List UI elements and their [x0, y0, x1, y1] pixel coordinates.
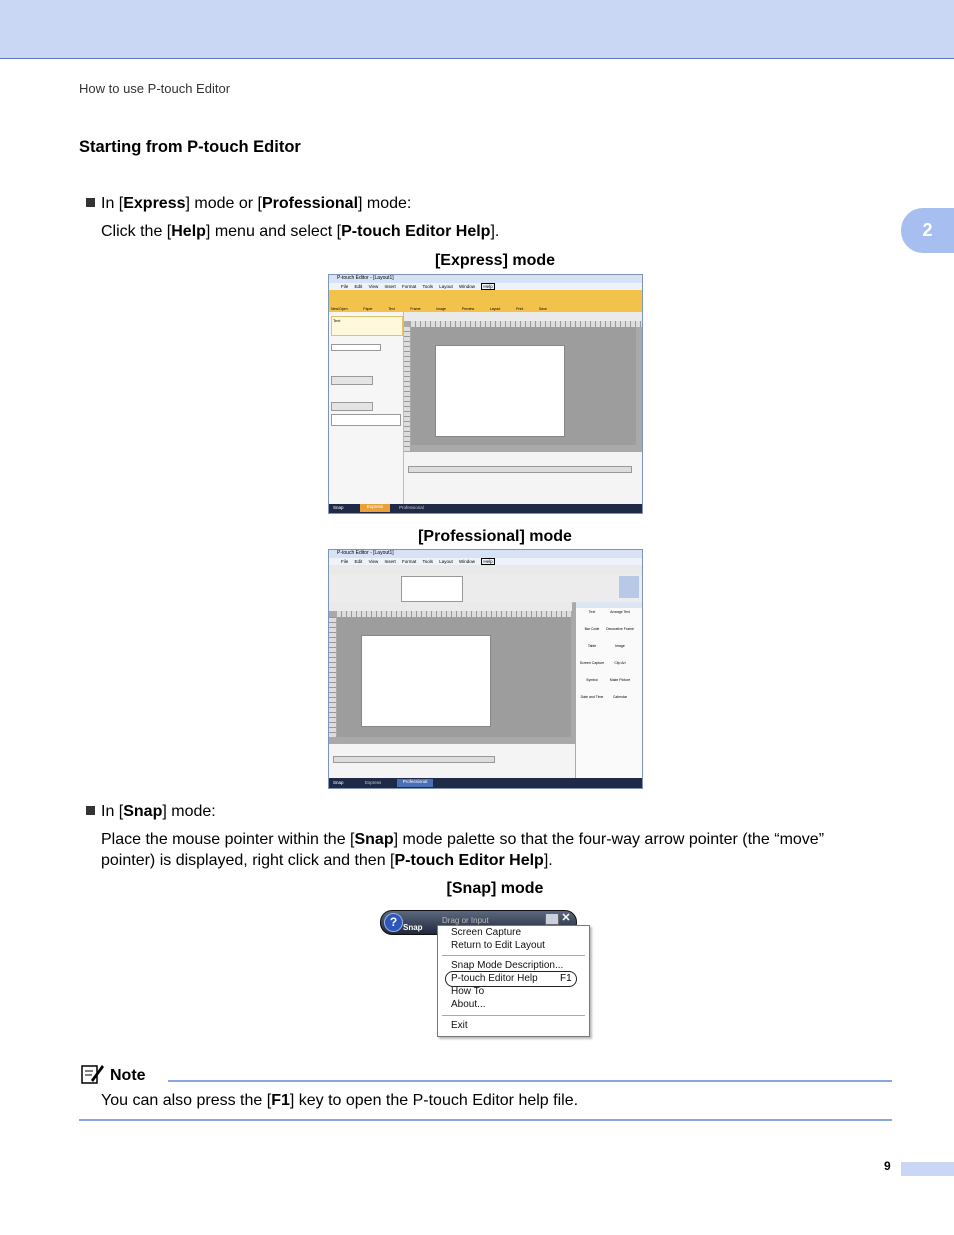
- menu-view[interactable]: View: [368, 284, 379, 289]
- tool-new-open[interactable]: New/Open: [331, 307, 348, 311]
- text-run: In [: [101, 803, 124, 820]
- editor-help-term: P-touch Editor Help: [341, 223, 491, 240]
- text-run: pointer) is displayed, right click and then [: [101, 852, 395, 869]
- drawing-toolbar: [404, 312, 642, 321]
- status-bar: [329, 504, 642, 513]
- text-run: ] mode or [: [185, 195, 262, 212]
- window-title: P-touch Editor - [Layout1]: [337, 550, 394, 556]
- note-text: [101, 1090, 578, 1111]
- menu-screen-capture[interactable]: Screen Capture: [451, 927, 522, 938]
- label-paper[interactable]: [435, 345, 565, 437]
- panel-heading: Text: [331, 316, 403, 336]
- insert-bar-code[interactable]: Bar Code: [584, 627, 600, 631]
- snap-term: Snap: [123, 803, 163, 820]
- menu-edit[interactable]: Edit: [354, 559, 363, 564]
- tab-snap[interactable]: Snap: [333, 780, 344, 785]
- title-bar: [329, 550, 642, 558]
- professional-term: Professional: [261, 195, 359, 212]
- insert-text[interactable]: Text: [588, 610, 596, 614]
- properties-panel: [329, 312, 404, 504]
- page-band: [901, 1162, 954, 1176]
- snap-window-icon[interactable]: [545, 913, 559, 925]
- menu-insert[interactable]: Insert: [384, 559, 396, 564]
- text-run: Click the [: [101, 223, 172, 240]
- tool-frame[interactable]: Frame: [410, 307, 421, 311]
- caption-snap: [Snap] mode: [446, 880, 544, 897]
- drawing-toolbar: [329, 602, 572, 611]
- express-toolbar: [329, 290, 642, 312]
- status-bar: [329, 778, 642, 788]
- express-term: Express: [123, 195, 186, 212]
- menu-help[interactable]: Help: [483, 559, 493, 564]
- help-term: Help: [171, 223, 206, 240]
- tab-professional[interactable]: Professional: [399, 505, 424, 510]
- menu-separator: [442, 1015, 585, 1016]
- menu-snap-description[interactable]: Snap Mode Description...: [451, 960, 564, 971]
- caption-express: [Express] mode: [434, 252, 556, 269]
- database-columns: [408, 466, 632, 473]
- standard-toolbar: [329, 565, 642, 574]
- title-bar: [329, 275, 642, 283]
- snap-context-menu: [437, 925, 590, 1037]
- menu-tools[interactable]: Tools: [422, 559, 433, 564]
- bullet-square: [86, 198, 95, 207]
- insert-clip-art[interactable]: Clip Art: [614, 661, 626, 665]
- menu-window[interactable]: Window: [459, 559, 476, 564]
- menu-format[interactable]: Format: [402, 559, 417, 564]
- text-run: ] mode:: [358, 195, 412, 212]
- layout-canvas[interactable]: [411, 327, 636, 445]
- menu-file[interactable]: File: [341, 284, 349, 289]
- text-run: You can also press the [: [101, 1092, 272, 1109]
- label-paper[interactable]: [361, 635, 491, 727]
- tool-print[interactable]: Print: [516, 307, 524, 311]
- menu-separator: [442, 955, 585, 956]
- menu-file[interactable]: File: [341, 559, 349, 564]
- close-icon[interactable]: ✕: [561, 912, 571, 924]
- text-run: ] mode palette so that the four-way arrow pointer (the “move”: [393, 831, 825, 848]
- insert-decorative-frame[interactable]: Decorative Frame: [606, 627, 634, 631]
- menu-help[interactable]: Help: [483, 284, 493, 289]
- f1-term: F1: [271, 1092, 290, 1109]
- insert-pane-header: [576, 602, 643, 608]
- tool-text[interactable]: Text: [388, 307, 395, 311]
- insert-table[interactable]: Table: [587, 644, 597, 648]
- vertical-ruler: [404, 327, 410, 451]
- snap-help-icon[interactable]: ?: [384, 913, 403, 932]
- layout-canvas[interactable]: [337, 617, 571, 737]
- snap-label: Snap: [403, 923, 423, 932]
- bullet-square: [86, 806, 95, 815]
- menu-bar: [329, 558, 642, 565]
- professional-screenshot: [328, 549, 643, 789]
- page-number: 9: [884, 1159, 891, 1173]
- chapter-tab: 2: [901, 208, 954, 253]
- insert-date-time[interactable]: Date and Time: [580, 695, 604, 699]
- section-title: Starting from P-touch Editor: [79, 138, 301, 156]
- frame-select[interactable]: [331, 414, 401, 426]
- bullet1-instruction: [101, 221, 499, 242]
- menu-items: [341, 559, 495, 564]
- position-buttons[interactable]: [331, 402, 373, 411]
- menu-insert[interactable]: Insert: [384, 284, 396, 289]
- note-label: Note: [110, 1067, 146, 1084]
- menu-layout[interactable]: Layout: [439, 284, 453, 289]
- bullet1-text: [101, 193, 411, 214]
- text-run: ] key to open the P-touch Editor help file.: [289, 1092, 579, 1109]
- menu-items: [341, 284, 495, 289]
- toolbar-labels: [331, 307, 547, 311]
- insert-image[interactable]: Image: [615, 644, 625, 648]
- express-screenshot: [328, 274, 643, 514]
- database-columns: [333, 756, 495, 763]
- tool-preview[interactable]: Preview: [461, 307, 475, 311]
- menu-shortcut-f1: F1: [560, 973, 572, 984]
- vertical-ruler: [329, 617, 336, 737]
- insert-arrange-text[interactable]: Arrange Text: [610, 610, 630, 614]
- text-run: In [: [101, 195, 124, 212]
- running-header: How to use P-touch Editor: [79, 81, 231, 96]
- tab-professional[interactable]: Professional: [397, 779, 433, 787]
- bullet2-paragraph: [101, 829, 901, 871]
- mode-logo: [619, 576, 639, 598]
- insert-grid: [578, 610, 634, 699]
- text-run: ].: [543, 852, 553, 869]
- insert-make-picture[interactable]: Make Picture: [609, 678, 631, 682]
- tool-layout[interactable]: Layout: [489, 307, 501, 311]
- caption-professional: [Professional] mode: [418, 528, 572, 545]
- tool-save[interactable]: Save: [538, 307, 547, 311]
- top-band: [0, 0, 954, 59]
- tool-image[interactable]: Image: [436, 307, 446, 311]
- insert-calendar[interactable]: Calendar: [612, 695, 628, 699]
- snap-hint: Drag or Input: [442, 916, 489, 925]
- menu-window[interactable]: Window: [459, 284, 476, 289]
- layout-properties: [401, 576, 463, 602]
- menu-view[interactable]: View: [368, 559, 379, 564]
- text-run: ].: [490, 223, 500, 240]
- menu-edit[interactable]: Edit: [354, 284, 363, 289]
- text-run: ] mode:: [162, 803, 216, 820]
- insert-screen-capture[interactable]: Screen Capture: [579, 661, 605, 665]
- text-run: Place the mouse pointer within the [: [101, 831, 355, 848]
- menu-how-to[interactable]: How To: [451, 986, 485, 997]
- menu-return-edit[interactable]: Return to Edit Layout: [451, 940, 545, 951]
- tab-snap[interactable]: Snap: [333, 505, 344, 510]
- note-bottom-rule: [79, 1119, 892, 1121]
- text-run: ] menu and select [: [205, 223, 342, 240]
- style-buttons[interactable]: [331, 376, 373, 385]
- menu-bar: [329, 283, 642, 290]
- tool-paper[interactable]: Paper: [363, 307, 373, 311]
- window-title: P-touch Editor - [Layout1]: [337, 275, 394, 281]
- bullet2-text: [101, 801, 216, 822]
- font-select[interactable]: [331, 344, 381, 351]
- tab-express[interactable]: Express: [360, 504, 390, 512]
- menu-tools[interactable]: Tools: [422, 284, 433, 289]
- tab-express[interactable]: Express: [365, 780, 382, 785]
- menu-exit[interactable]: Exit: [451, 1020, 468, 1031]
- menu-editor-help[interactable]: P-touch Editor Help: [451, 973, 538, 984]
- menu-format[interactable]: Format: [402, 284, 417, 289]
- note-icon: [81, 1063, 105, 1085]
- property-dock: [329, 574, 642, 603]
- note-top-rule: [168, 1080, 892, 1082]
- database-pane: [404, 451, 642, 505]
- menu-about[interactable]: About...: [451, 999, 486, 1010]
- insert-symbol[interactable]: Symbol: [586, 678, 598, 682]
- editor-help-term: P-touch Editor Help: [394, 852, 544, 869]
- snap-term: Snap: [354, 831, 394, 848]
- menu-layout[interactable]: Layout: [439, 559, 453, 564]
- insert-pane: [575, 602, 643, 778]
- database-pane: [329, 743, 575, 779]
